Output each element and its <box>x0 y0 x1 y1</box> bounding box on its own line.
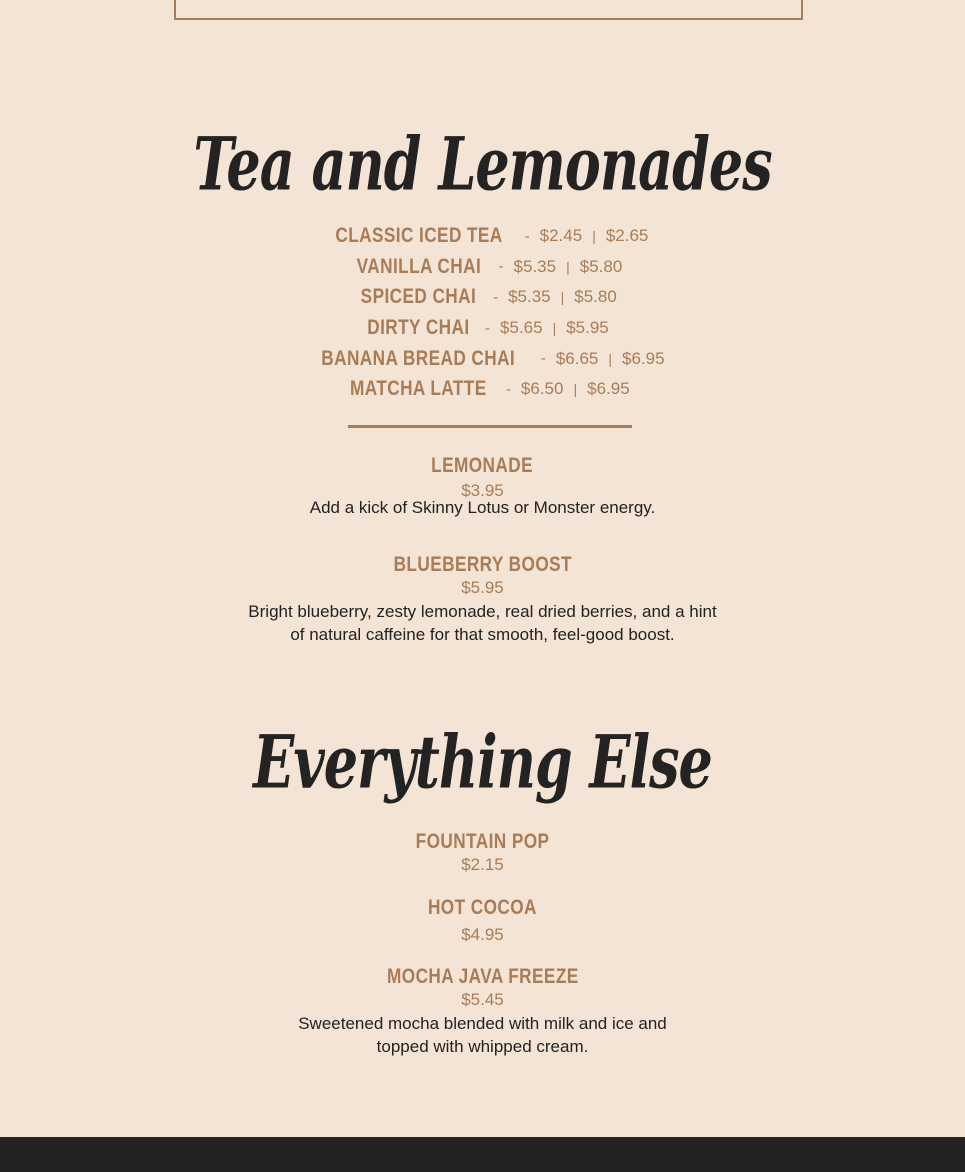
menu-item-fountain-pop <box>0 830 965 876</box>
price-separator: | <box>592 228 596 245</box>
price-separator: | <box>573 381 578 398</box>
item-name: VANILLA CHAI <box>356 254 481 278</box>
item-price: $5.45 <box>461 990 504 1009</box>
price-separator: | <box>560 289 565 306</box>
item-name: CLASSIC ICED TEA <box>334 224 503 248</box>
menu-item-hot-cocoa <box>0 896 965 946</box>
item-name: HOT COCOA <box>428 896 537 919</box>
menu-item-dirty-chai <box>0 313 965 344</box>
section-title-tea: Tea and Lemonades <box>193 120 772 208</box>
item-name: BLUEBERRY BOOST <box>393 553 572 576</box>
item-name: DIRTY CHAI <box>367 316 470 340</box>
item-price-small: $2.45 <box>539 226 583 246</box>
item-price-small: $5.65 <box>500 318 543 338</box>
item-price: $4.95 <box>461 925 504 944</box>
dash: - <box>498 258 504 276</box>
item-name: BANANA BREAD CHAI <box>321 346 516 370</box>
item-price-large: $5.80 <box>579 256 623 276</box>
item-price-large: $6.95 <box>622 348 665 368</box>
footer-bar <box>0 1137 965 1172</box>
item-price-large: $5.95 <box>566 318 609 338</box>
item-description-line-1: Bright blueberry, zesty lemonade, real dried berries, and a hint <box>248 602 717 621</box>
previous-section-box <box>174 0 803 20</box>
dash: - <box>540 350 546 368</box>
item-description-line-2: of natural caffeine for that smooth, feel-good boost. <box>290 625 675 644</box>
item-price-small: $6.65 <box>555 348 599 368</box>
menu-item-lemonade <box>0 454 965 519</box>
item-name: FOUNTAIN POP <box>415 830 550 853</box>
section-divider <box>348 425 632 428</box>
item-name: SPICED CHAI <box>360 285 477 309</box>
item-price-large: $6.95 <box>587 379 630 399</box>
item-name: MOCHA JAVA FREEZE <box>386 965 579 988</box>
dash: - <box>485 319 491 337</box>
price-separator: | <box>608 350 613 367</box>
menu-item-matcha-latte <box>0 374 965 405</box>
menu-item-classic-iced-tea <box>0 221 965 252</box>
item-price-large: $2.65 <box>605 226 649 246</box>
item-description-line-1: Sweetened mocha blended with milk and ice and <box>298 1014 667 1033</box>
item-price-large: $5.80 <box>574 287 617 307</box>
item-name: MATCHA LATTE <box>350 377 487 401</box>
item-price-small: $6.50 <box>520 379 564 399</box>
tea-menu-list <box>0 221 965 405</box>
section-title-everything-else: Everything Else <box>253 718 712 806</box>
item-price-small: $5.35 <box>513 256 557 276</box>
item-price: $5.95 <box>461 578 504 597</box>
item-description-line-2: topped with whipped cream. <box>376 1037 589 1056</box>
price-separator: | <box>552 320 557 337</box>
menu-item-mocha-java-freeze <box>0 965 965 1058</box>
menu-item-spiced-chai <box>0 282 965 313</box>
item-description: Add a kick of Skinny Lotus or Monster energy. <box>309 498 656 517</box>
menu-item-banana-bread-chai <box>0 343 965 374</box>
dash: - <box>505 380 511 398</box>
dash: - <box>493 288 499 306</box>
item-name: LEMONADE <box>431 454 534 477</box>
item-price-small: $5.35 <box>508 287 551 307</box>
menu-item-vanilla-chai <box>0 252 965 283</box>
dash: - <box>524 227 530 245</box>
price-separator: | <box>566 258 570 275</box>
item-price: $3.95 <box>461 481 504 500</box>
item-price: $2.15 <box>461 855 504 874</box>
menu-item-blueberry-boost <box>0 553 965 646</box>
